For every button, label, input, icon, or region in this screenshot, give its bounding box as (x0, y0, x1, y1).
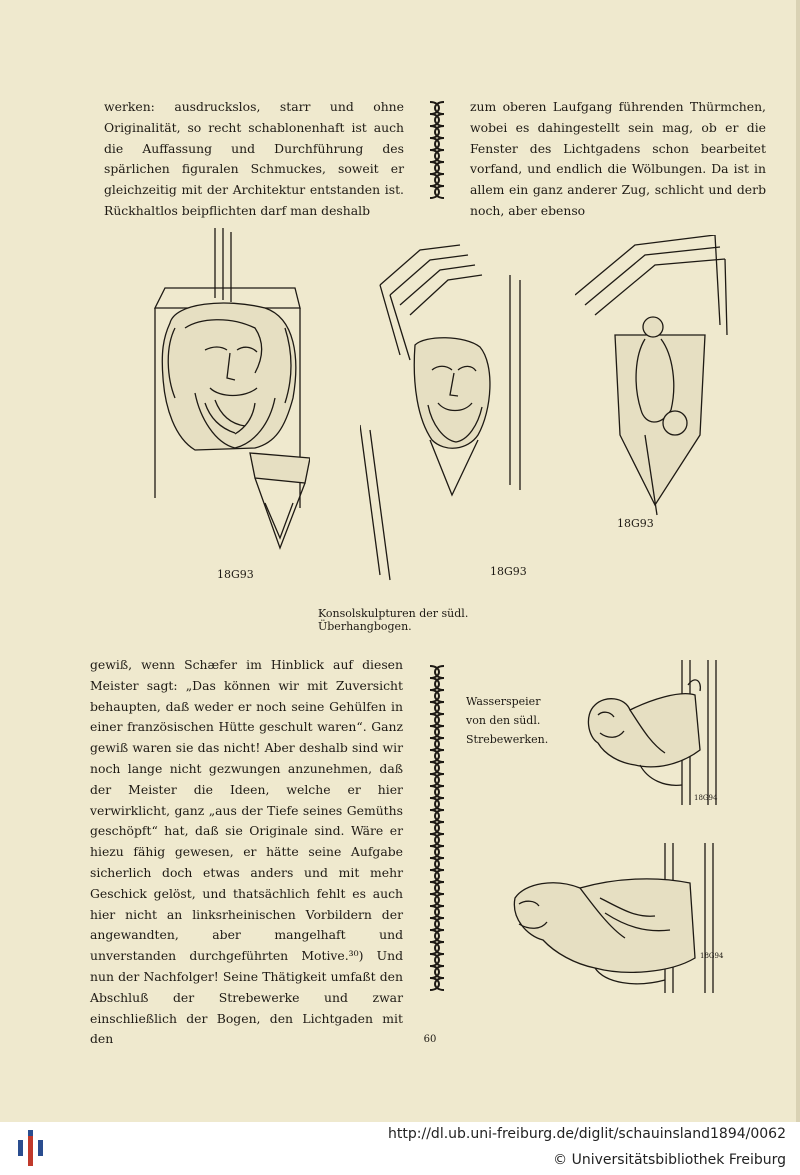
copyright-text: © Universitätsbibliothek Freiburg (553, 1152, 786, 1168)
monogram-3: 18G93 (617, 517, 654, 530)
gargoyle-illustration-1 (570, 655, 730, 810)
gargoyle-illustration-2 (505, 838, 730, 998)
vertical-ornament-top (426, 96, 448, 206)
monogram-4: 18G94 (694, 794, 718, 802)
source-url-link[interactable]: http://dl.ub.uni-freiburg.de/diglit/schauinsland1894/0062 (388, 1126, 786, 1142)
gargoyle-caption-line-2: von den südl. (466, 714, 541, 727)
gargoyle-caption (466, 692, 552, 749)
monogram-5: 18G94 (700, 952, 724, 960)
page-number: 60 (423, 1034, 437, 1045)
monogram-1: 18G93 (217, 568, 254, 581)
text-column-top-right: zum oberen Laufgang führenden Thürmchen, wobei es dahingestellt sein mag, ob er die Fenster des Lichtgadens schon bearbeitet vorfand, und endlich die Wölbungen. Da ist in allem ein ganz anderer Zug, schlicht und derb noch, aber ebenso (470, 99, 766, 218)
monogram-2: 18G93 (490, 565, 527, 578)
gargoyle-caption-line-3: Strebewerken. (466, 733, 549, 746)
footer-bar (0, 1122, 800, 1175)
vertical-ornament-bottom (426, 660, 448, 995)
gargoyle-caption-line-1: Wasserspeier (466, 695, 541, 708)
text-column-bottom-left: gewiß, wenn Schæfer im Hinblick auf diesen Meister sagt: „Das können wir mit Zuversicht behaupten, daß weder er noch seine Gehülfen in einer französischen Hütte geschult waren“. Ganz gewiß waren sie das nicht! Aber deshalb sind wir noch lange nicht gezwungen anzunehmen, daß der Meister die Ideen, welche er hier verwirklicht, ganz „aus der Tiefe seines Gemüths geschöpft“ hat, daß sie Originale sind. Wäre er hiezu fähig gewesen, er hätte seine Aufgabe sicherlich doch etwas anders und mit mehr Geschick gelöst, und thatsächlich fehlt es auch hier nicht an linksrheinischen Vorbildern der angewandten, aber mangelhaft und unverstanden durchgeführten Motive.³⁰) Und nun der Nachfolger! Seine Thätigkeit umfaßt den Abschluß der Strebewerke und zwar einschließlich der Bogen, den Lichtgaden mit den (90, 657, 403, 1047)
corbel-figure-illustration-3 (575, 235, 735, 545)
text-column-top-left: werken: ausdruckslos, starr und ohne Originalität, so recht schablonenhaft ist auch die Auffassung und Durchführung des spärlichen figuralen Schmuckes, soweit er gleichzeitig mit der Architektur entstanden ist. Rückhaltlos beipflichten darf man deshalb (104, 99, 404, 218)
corbel-head-illustration-2 (360, 235, 550, 585)
library-logo-icon[interactable] (14, 1126, 54, 1170)
corbel-head-illustration-1 (135, 228, 310, 588)
figure-caption: Konsolskulpturen der südl. Überhangbogen. (318, 607, 469, 633)
